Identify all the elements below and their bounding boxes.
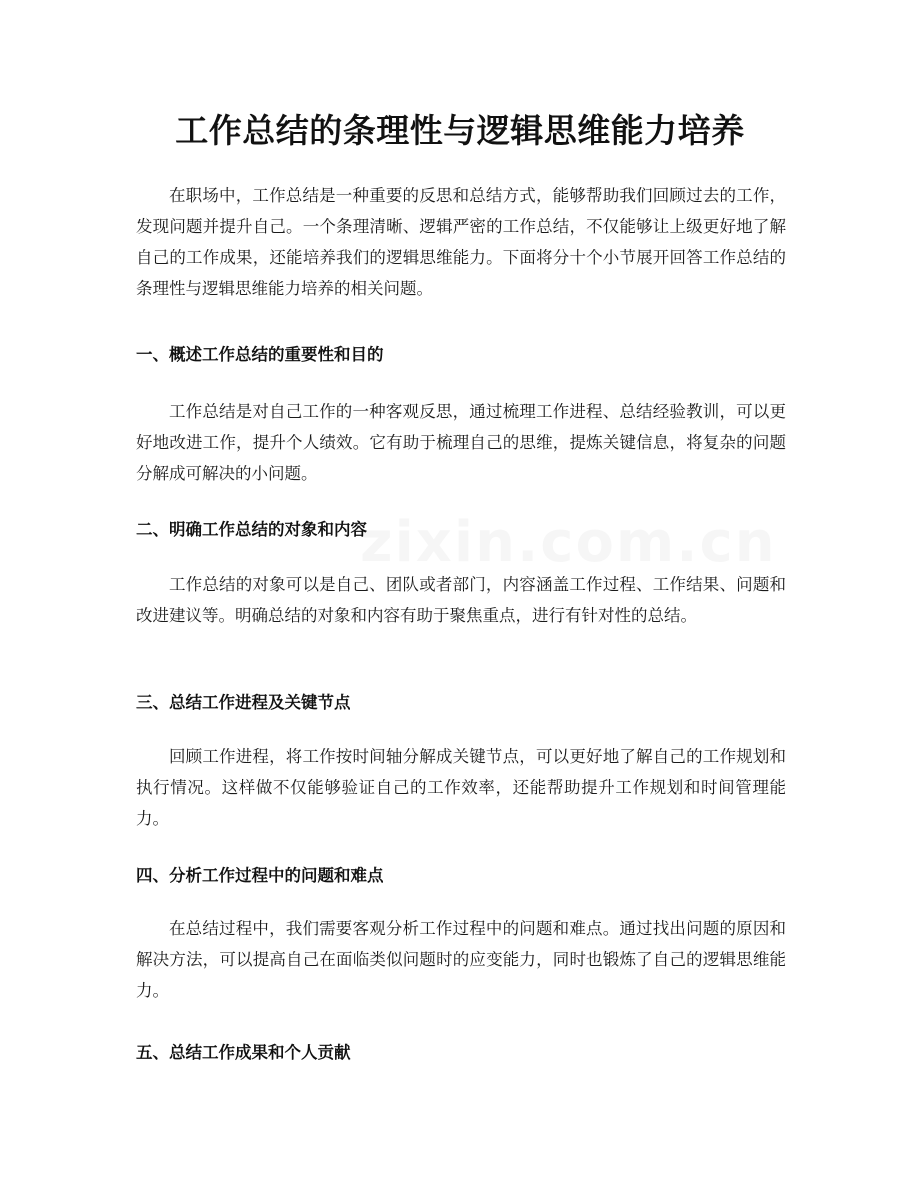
section-heading-5: 五、总结工作成果和个人贡献 (136, 1043, 351, 1062)
section-body-4: 在总结过程中，我们需要客观分析工作过程中的问题和难点。通过找出问题的原因和解决方法，可以提高自己在面临类似问题时的应变能力，同时也锻炼了自己的逻辑思维能力。 (136, 919, 786, 1000)
section-heading-4: 四、分析工作过程中的问题和难点 (136, 866, 384, 885)
section-body-3: 回顾工作进程，将工作按时间轴分解成关键节点，可以更好地了解自己的工作规划和执行情况。这样做不仅能够验证自己的工作效率，还能帮助提升工作规划和时间管理能力。 (136, 747, 786, 828)
section-heading-1: 一、概述工作总结的重要性和目的 (136, 345, 384, 364)
intro-paragraph: 在职场中，工作总结是一种重要的反思和总结方式，能够帮助我们回顾过去的工作，发现问题并提升自己。一个条理清晰、逻辑严密的工作总结，不仅能够让上级更好地了解自己的工作成果，还能培养我们的逻辑思维能力。下面将分十个小节展开回答工作总结的条理性与逻辑思维能力培养的相关问题。 (136, 186, 786, 298)
document-title: 工作总结的条理性与逻辑思维能力培养 (175, 111, 745, 150)
section-heading-3: 三、总结工作进程及关键节点 (136, 693, 351, 712)
section-body-2: 工作总结的对象可以是自己、团队或者部门，内容涵盖工作过程、工作结果、问题和改进建议等。明确总结的对象和内容有助于聚焦重点，进行有针对性的总结。 (136, 575, 786, 625)
section-heading-2: 二、明确工作总结的对象和内容 (136, 520, 367, 539)
section-body-1: 工作总结是对自己工作的一种客观反思，通过梳理工作进程、总结经验教训，可以更好地改进工作，提升个人绩效。它有助于梳理自己的思维，提炼关键信息，将复杂的问题分解成可解决的小问题。 (136, 402, 786, 483)
